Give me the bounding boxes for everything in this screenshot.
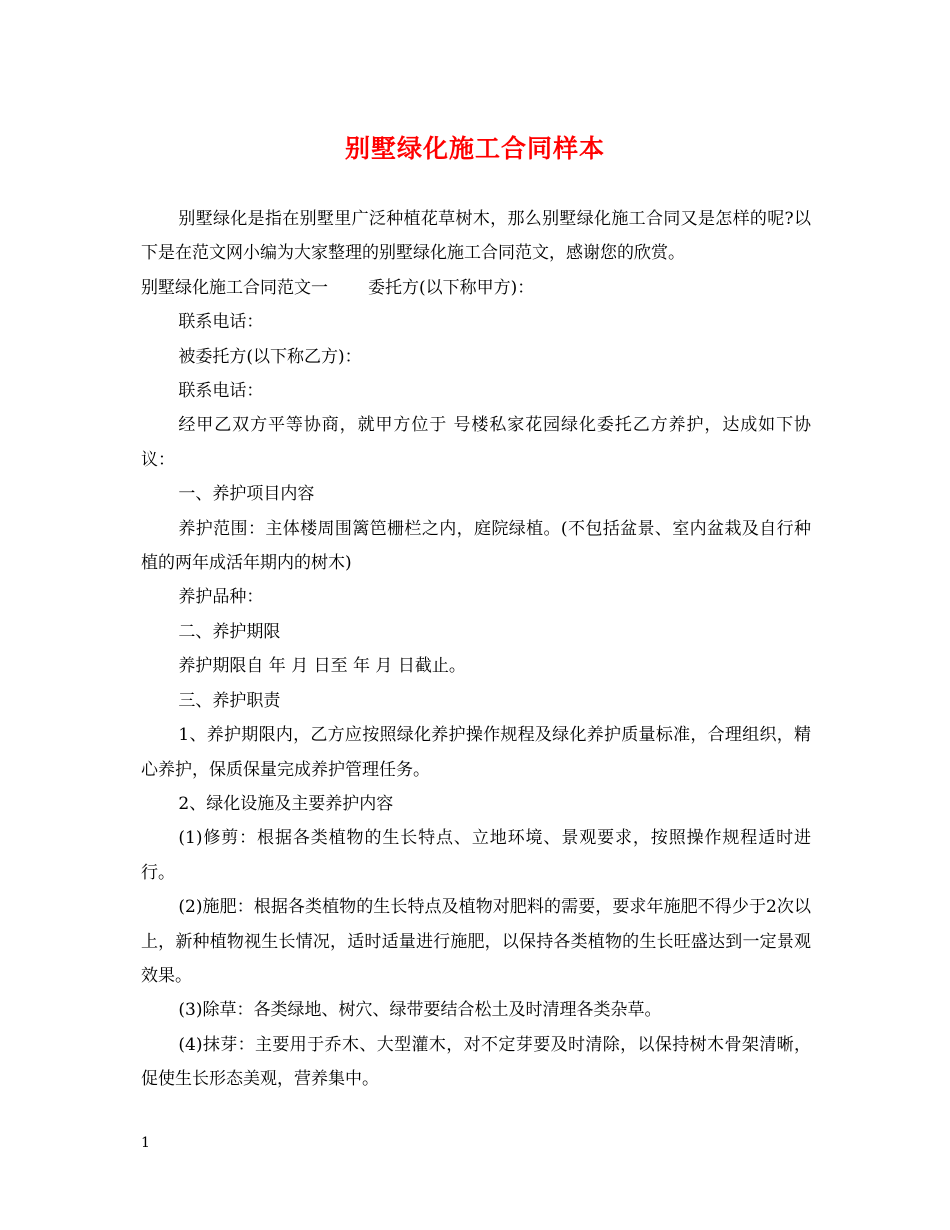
section-heading-3: 三、养护职责 xyxy=(178,690,281,711)
agreement-paragraph: 经甲乙双方平等协商，就甲方位于 号楼私家花园绿化委托乙方养护，达成如下协议： xyxy=(141,415,811,470)
sample-heading-line xyxy=(141,271,811,305)
phone-b-label: 联系电话： xyxy=(178,381,264,402)
item-1-pruning: (1)修剪：根据各类植物的生长特点、立地环境、景观要求，按照操作规程适时进行。 xyxy=(141,828,811,883)
document-title: 别墅绿化施工合同样本 xyxy=(344,134,605,163)
phone-a-label: 联系电话： xyxy=(178,312,264,333)
party-a-label: 委托方(以下称甲方)： xyxy=(368,277,535,298)
item-3-weeding: (3)除草：各类绿地、树穴、绿带要结合松土及时清理各类杂草。 xyxy=(178,1000,662,1021)
scope-paragraph: 养护范围：主体楼周围篱笆栅栏之内，庭院绿植。(不包括盆景、室内盆栽及自行种植的两年成活年期内的树木) xyxy=(141,518,811,574)
period-paragraph: 养护期限自 年 月 日至 年 月 日截止。 xyxy=(178,656,466,677)
varieties-label: 养护品种： xyxy=(178,587,264,608)
item-2-fertilizing: (2)施肥：根据各类植物的生长特点及植物对肥料的需要，要求年施肥不得少于2次以上，新种植物视生长情况，适时适量进行施肥，以保持各类植物的生长旺盛达到一定景观效果。 xyxy=(141,897,811,986)
duty-1-paragraph: 1、养护期限内，乙方应按照绿化养护操作规程及绿化养护质量标准，合理组织，精心养护，保质保量完成养护管理任务。 xyxy=(141,725,811,780)
item-4-debudding: (4)抹芽：主要用于乔木、大型灌木，对不定芽要及时清除，以保持树木骨架清晰，促使生长形态美观，营养集中。 xyxy=(141,1034,811,1090)
duty-2-heading: 2、绿化设施及主要养护内容 xyxy=(178,793,394,814)
document-body xyxy=(141,202,811,1097)
page-number: 1 xyxy=(141,1135,150,1151)
section-heading-2: 二、养护期限 xyxy=(178,621,281,642)
section-heading-1: 一、养护项目内容 xyxy=(178,484,315,505)
intro-paragraph: 别墅绿化是指在别墅里广泛种植花草树木，那么别墅绿化施工合同又是怎样的呢?以下是在范文网小编为大家整理的别墅绿化施工合同范文，感谢您的欣赏。 xyxy=(141,209,811,264)
party-b-label: 被委托方(以下称乙方)： xyxy=(178,346,362,367)
sample-heading: 别墅绿化施工合同范文一 xyxy=(141,277,328,298)
